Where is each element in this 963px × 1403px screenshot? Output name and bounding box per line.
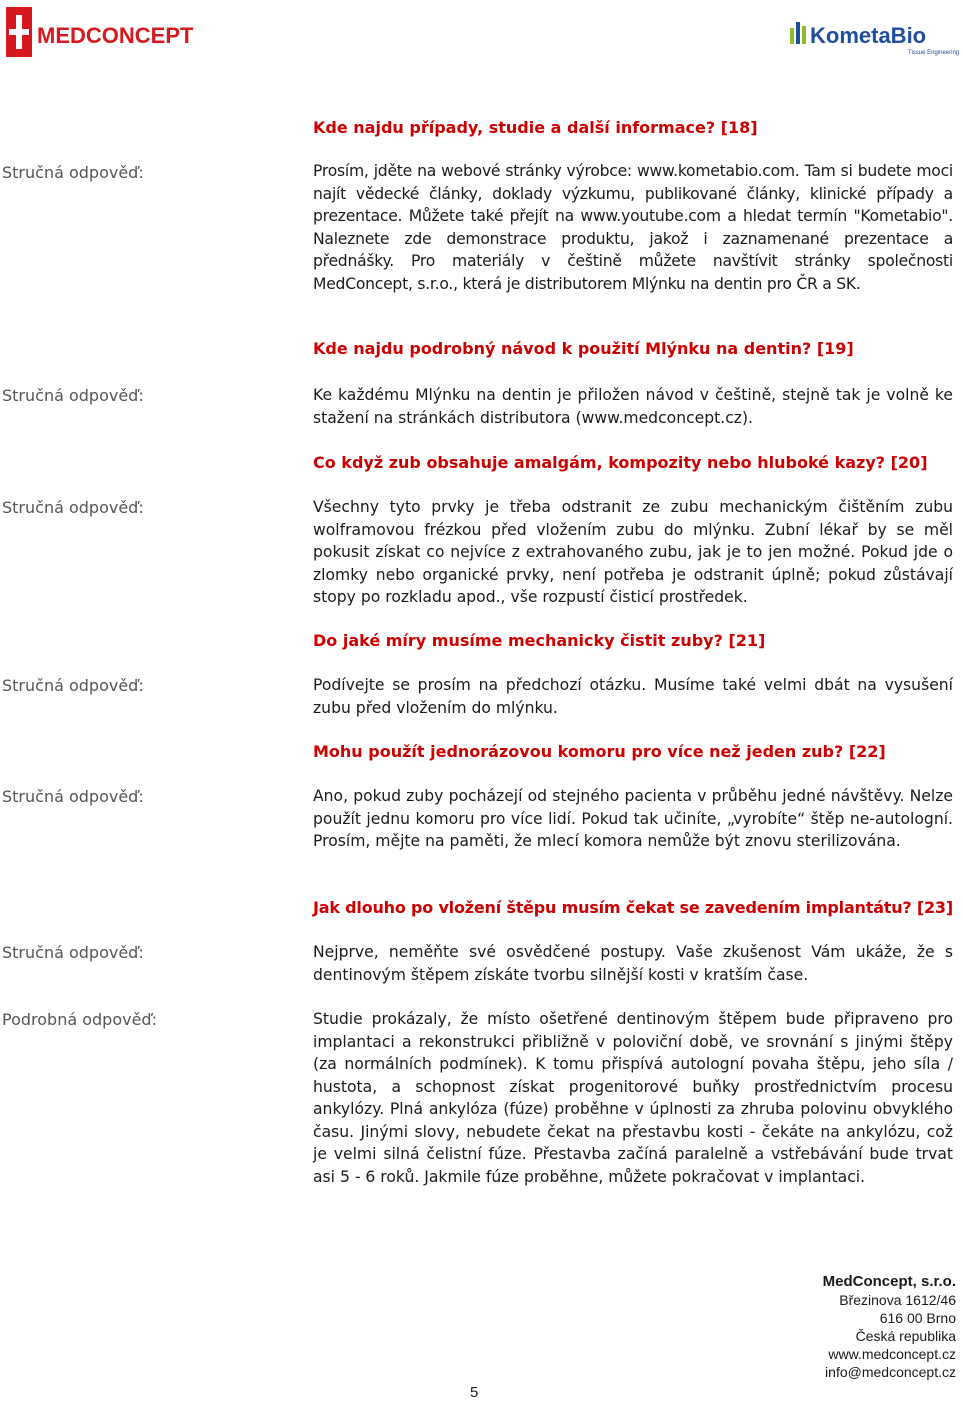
question-heading: Kde najdu podrobný návod k použití Mlýnku na dentin? [19] (313, 339, 854, 358)
answer-text: Prosím, jděte na webové stránky výrobce: www.kometabio.com. Tam si budete moci najít vědecké články, doklady výzkumu, publikované články, klinické případy a prezentace. Můžete také přejít na www.youtube.com a hledat termín "Kometabio". Naleznete zde demonstrace produktu, jakož i zaznamenané prezentace a přednášky. Pro materiály v češtině můžete navštívit stránky společnosti MedConcept, s.r.o., která je distributorem Mlýnku na dentin pro ČR a SK. (313, 162, 953, 293)
detailed-answer-label: Podrobná odpověď: (2, 1010, 157, 1029)
answer-label: Stručná odpověď: (2, 386, 144, 405)
footer-web-link[interactable]: www.medconcept.cz (828, 1346, 956, 1362)
answer-text: Ano, pokud zuby pocházejí od stejného pacienta v průběhu jedné návštěvy. Nelze použít jednu komoru pro více lidí. Pokud tak učiníte, „vyrobíte“ štěp ne-autologní. Prosím, mějte na paměti, že mlecí komora nemůže být znovu sterilizována. (313, 787, 953, 850)
medconcept-logo-text: MEDCONCEPT (37, 23, 194, 48)
question-heading: Mohu použít jednorázovou komoru pro více než jeden zub? [22] (313, 742, 886, 761)
answer-text: Nejprve, neměňte své osvědčené postupy. Vaše zkušenost Vám ukáže, že s dentinovým štěpem získáte tvorbu silnější kosti v kratším čase. (313, 943, 953, 984)
footer-company: MedConcept, s.r.o. (822, 1273, 956, 1290)
footer-address (756, 1273, 956, 1381)
footer-country: Česká republika (855, 1328, 956, 1344)
answer-label: Stručná odpověď: (2, 787, 144, 806)
answer-label: Stručná odpověď: (2, 943, 144, 962)
medconcept-logo (6, 7, 194, 57)
question-heading: Kde najdu případy, studie a další informace? [18] (313, 118, 758, 137)
kometabio-tagline: Tissue Engineering (908, 50, 960, 56)
kometabio-logo (788, 16, 960, 58)
question-heading: Co když zub obsahuje amalgám, kompozity nebo hluboké kazy? [20] (313, 453, 928, 472)
answer-text: Všechny tyto prvky je třeba odstranit ze zubu mechanickým čištěním zubu wolframovou frézkou před vložením zubu do mlýnku. Zubní lékař by se měl pokusit získat co nejvíce z extrahovaného zubu, jak je to jen možné. Pokud jde o zlomky nebo organické prvky, není potřeba je odstranit úplně; pokud zůstávají stopy po rozkladu apod., vše rozpustí čisticí prostředek. (313, 498, 953, 606)
detailed-answer-text: Studie prokázaly, že místo ošetřené dentinovým štěpem bude připraveno pro implantaci a rekonstrukci přibližně v poloviční době, ve srovnání s jinými štěpy (za normálních podmínek). K tomu přispívá autologní povaha štěpu, jeho síla / hustota, a schopnost získat progenitorové buňky prostřednictvím procesu ankylózy. Plná ankylóza (fúze) proběhne v úplnosti za zhruba polovinu obvyklého času. Jinými slovy, nebudete čekat na přestavbu kosti - čekáte na ankylózu, což je velmi silná čelistní fúze. Přestavba začíná paralelně a vstřebávání bude trvat asi 5 - 6 roků. Jakmile fúze proběhne, můžete pokračovat v implantaci. (313, 1010, 953, 1186)
footer-email-link[interactable]: info@medconcept.cz (825, 1364, 956, 1380)
kometabio-logo-text: KometaBio (810, 23, 927, 48)
question-heading: Do jaké míry musíme mechanicky čistit zuby? [21] (313, 631, 766, 650)
page-header (0, 0, 960, 70)
page-number: 5 (470, 1384, 479, 1401)
answer-label: Stručná odpověď: (2, 163, 144, 182)
footer-city: 616 00 Brno (879, 1310, 956, 1326)
question-heading: Jak dlouho po vložení štěpu musím čekat se zavedením implantátu? [23] (313, 898, 953, 917)
answer-text: Podívejte se prosím na předchozí otázku. Musíme také velmi dbát na vysušení zubu před vložením do mlýnku. (313, 676, 953, 717)
answer-text: Ke každému Mlýnku na dentin je přiložen návod v češtině, stejně tak je volně ke stažení na stránkách distributora (www.medconcept.cz). (313, 386, 953, 427)
footer-street: Březinova 1612/46 (839, 1292, 956, 1308)
answer-label: Stručná odpověď: (2, 498, 144, 517)
answer-label: Stručná odpověď: (2, 676, 144, 695)
